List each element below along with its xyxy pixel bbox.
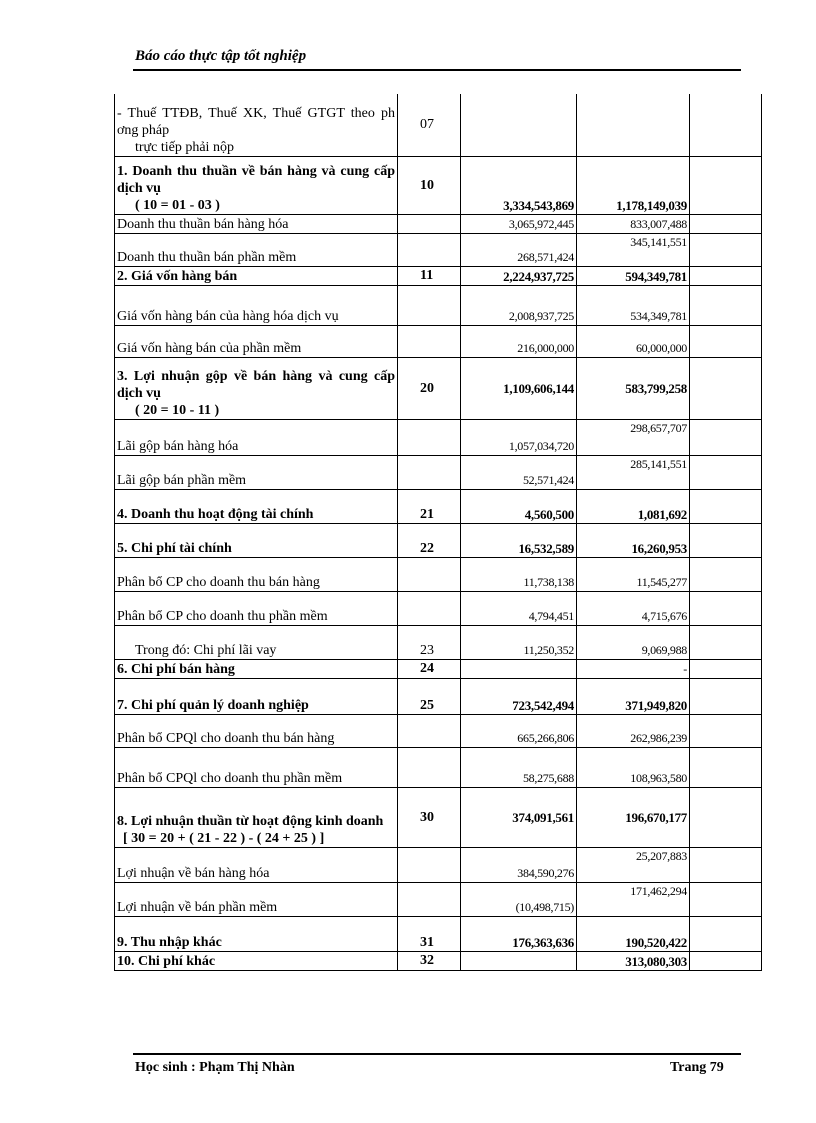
row-value-current: 374,091,561 xyxy=(461,787,577,847)
table-row xyxy=(115,455,762,489)
row-code: 32 xyxy=(398,951,461,970)
row-description: 7. Chi phí quản lý doanh nghiệp xyxy=(115,678,398,714)
row-description: Phân bổ CPQl cho doanh thu phần mềm xyxy=(115,747,398,787)
row-value-previous: 1,081,692 xyxy=(577,489,690,523)
row-empty-cell xyxy=(690,325,762,357)
row-empty-cell xyxy=(690,951,762,970)
row-value-current: 16,532,589 xyxy=(461,523,577,557)
row-value-previous: 594,349,781 xyxy=(577,266,690,285)
row-description-text: 8. Lợi nhuận thuần từ hoạt động kinh doanh xyxy=(117,813,384,829)
table-row xyxy=(115,325,762,357)
row-value-current xyxy=(461,951,577,970)
row-value-previous: - xyxy=(577,659,690,678)
row-empty-cell xyxy=(690,882,762,916)
row-value-previous: 9,069,988 xyxy=(577,625,690,659)
row-description: 6. Chi phí bán hàng xyxy=(115,659,398,678)
row-code xyxy=(398,591,461,625)
row-description: Lãi gộp bán phần mềm xyxy=(115,455,398,489)
row-description: Lợi nhuận về bán hàng hóa xyxy=(115,847,398,882)
row-description xyxy=(115,357,398,419)
row-description: Giá vốn hàng bán của hàng hóa dịch vụ xyxy=(115,285,398,325)
row-description-text: - Thuế TTĐB, Thuế XK, Thuế GTGT theo ph ơng pháp xyxy=(117,105,395,138)
report-header-title: Báo cáo thực tập tốt nghiệp xyxy=(135,48,307,64)
row-description: 9. Thu nhập khác xyxy=(115,916,398,951)
table-row xyxy=(115,951,762,970)
row-value-current: 3,334,543,869 xyxy=(461,156,577,214)
row-value-current: 2,008,937,725 xyxy=(461,285,577,325)
table-row xyxy=(115,787,762,847)
table-row xyxy=(115,489,762,523)
row-description: Phân bổ CP cho doanh thu bán hàng xyxy=(115,557,398,591)
footer-student-name: Học sinh : Phạm Thị Nhàn xyxy=(135,1060,295,1075)
row-value-current: 11,250,352 xyxy=(461,625,577,659)
row-value-previous xyxy=(577,94,690,156)
row-value-previous: 371,949,820 xyxy=(577,678,690,714)
row-description: 2. Giá vốn hàng bán xyxy=(115,266,398,285)
income-statement-table xyxy=(114,94,762,971)
row-value-previous: 262,986,239 xyxy=(577,714,690,747)
row-value-previous: 534,349,781 xyxy=(577,285,690,325)
table-row xyxy=(115,266,762,285)
row-empty-cell xyxy=(690,156,762,214)
row-code: 31 xyxy=(398,916,461,951)
row-description xyxy=(115,625,398,659)
row-empty-cell xyxy=(690,266,762,285)
row-value-previous: 313,080,303 xyxy=(577,951,690,970)
row-value-previous: 171,462,294 xyxy=(577,882,690,916)
table-row xyxy=(115,714,762,747)
row-description-subtext: [ 30 = 20 + ( 21 - 22 ) - ( 24 + 25 ) ] xyxy=(123,830,325,846)
row-code xyxy=(398,747,461,787)
row-description-text: Trong đó: Chi phí lãi vay xyxy=(135,642,277,658)
row-value-current: 52,571,424 xyxy=(461,455,577,489)
row-code xyxy=(398,455,461,489)
row-value-current: (10,498,715) xyxy=(461,882,577,916)
table-row xyxy=(115,357,762,419)
footer-divider xyxy=(133,1053,741,1055)
row-value-previous: 16,260,953 xyxy=(577,523,690,557)
table-row xyxy=(115,659,762,678)
row-empty-cell xyxy=(690,747,762,787)
row-code: 20 xyxy=(398,357,461,419)
row-value-current: 268,571,424 xyxy=(461,233,577,266)
row-empty-cell xyxy=(690,557,762,591)
row-value-previous: 4,715,676 xyxy=(577,591,690,625)
row-description: Giá vốn hàng bán của phần mềm xyxy=(115,325,398,357)
row-empty-cell xyxy=(690,214,762,233)
row-value-current xyxy=(461,659,577,678)
table-row xyxy=(115,847,762,882)
table-row xyxy=(115,916,762,951)
row-description: Lãi gộp bán hàng hóa xyxy=(115,419,398,455)
row-value-current: 3,065,972,445 xyxy=(461,214,577,233)
table-row xyxy=(115,557,762,591)
row-description xyxy=(115,787,398,847)
row-code xyxy=(398,557,461,591)
row-empty-cell xyxy=(690,916,762,951)
row-empty-cell xyxy=(690,94,762,156)
row-description: Phân bổ CP cho doanh thu phần mềm xyxy=(115,591,398,625)
row-value-current: 11,738,138 xyxy=(461,557,577,591)
header-divider xyxy=(133,69,741,71)
row-description: Doanh thu thuần bán hàng hóa xyxy=(115,214,398,233)
row-description xyxy=(115,156,398,214)
table-row xyxy=(115,523,762,557)
table-row xyxy=(115,625,762,659)
row-value-current: 4,560,500 xyxy=(461,489,577,523)
row-description-subtext: trực tiếp phải nộp xyxy=(135,139,234,155)
row-code xyxy=(398,882,461,916)
table-row xyxy=(115,747,762,787)
row-description: Doanh thu thuần bán phần mềm xyxy=(115,233,398,266)
row-code: 07 xyxy=(398,94,461,156)
table-row xyxy=(115,419,762,455)
row-description-subtext: ( 20 = 10 - 11 ) xyxy=(135,402,220,418)
row-empty-cell xyxy=(690,787,762,847)
row-description: 10. Chi phí khác xyxy=(115,951,398,970)
row-value-previous: 833,007,488 xyxy=(577,214,690,233)
row-value-current: 58,275,688 xyxy=(461,747,577,787)
row-value-current: 4,794,451 xyxy=(461,591,577,625)
row-code: 24 xyxy=(398,659,461,678)
row-code: 10 xyxy=(398,156,461,214)
row-description: Lợi nhuận về bán phần mềm xyxy=(115,882,398,916)
row-empty-cell xyxy=(690,847,762,882)
row-value-previous: 25,207,883 xyxy=(577,847,690,882)
table-row xyxy=(115,882,762,916)
row-description: 5. Chi phí tài chính xyxy=(115,523,398,557)
row-value-current: 384,590,276 xyxy=(461,847,577,882)
row-value-current: 2,224,937,725 xyxy=(461,266,577,285)
table-row xyxy=(115,591,762,625)
row-empty-cell xyxy=(690,591,762,625)
row-code: 30 xyxy=(398,787,461,847)
row-description-text: 1. Doanh thu thuần về bán hàng và cung cấp dịch vụ xyxy=(117,163,395,196)
row-value-current: 1,057,034,720 xyxy=(461,419,577,455)
row-value-previous: 345,141,551 xyxy=(577,233,690,266)
row-value-current: 216,000,000 xyxy=(461,325,577,357)
row-value-previous: 190,520,422 xyxy=(577,916,690,951)
row-code xyxy=(398,285,461,325)
table-row xyxy=(115,285,762,325)
row-value-previous: 285,141,551 xyxy=(577,455,690,489)
row-empty-cell xyxy=(690,419,762,455)
row-empty-cell xyxy=(690,523,762,557)
row-value-current: 176,363,636 xyxy=(461,916,577,951)
row-empty-cell xyxy=(690,714,762,747)
row-value-current xyxy=(461,94,577,156)
table-row xyxy=(115,233,762,266)
footer-page-number: Trang 79 xyxy=(670,1060,724,1075)
row-value-previous: 583,799,258 xyxy=(577,357,690,419)
row-code: 25 xyxy=(398,678,461,714)
row-description: Phân bổ CPQl cho doanh thu bán hàng xyxy=(115,714,398,747)
row-code xyxy=(398,325,461,357)
row-value-current: 723,542,494 xyxy=(461,678,577,714)
row-code: 21 xyxy=(398,489,461,523)
row-description-subtext: ( 10 = 01 - 03 ) xyxy=(135,197,220,213)
table-row xyxy=(115,94,762,156)
row-value-previous: 60,000,000 xyxy=(577,325,690,357)
row-description xyxy=(115,94,398,156)
row-code xyxy=(398,847,461,882)
row-empty-cell xyxy=(690,357,762,419)
row-code xyxy=(398,214,461,233)
row-empty-cell xyxy=(690,489,762,523)
row-empty-cell xyxy=(690,625,762,659)
row-empty-cell xyxy=(690,233,762,266)
table-row xyxy=(115,678,762,714)
row-code xyxy=(398,419,461,455)
row-description: 4. Doanh thu hoạt động tài chính xyxy=(115,489,398,523)
row-code: 23 xyxy=(398,625,461,659)
row-empty-cell xyxy=(690,659,762,678)
row-code xyxy=(398,233,461,266)
row-code xyxy=(398,714,461,747)
row-value-previous: 1,178,149,039 xyxy=(577,156,690,214)
row-empty-cell xyxy=(690,455,762,489)
table-row xyxy=(115,214,762,233)
row-value-previous: 108,963,580 xyxy=(577,747,690,787)
row-value-previous: 196,670,177 xyxy=(577,787,690,847)
row-value-current: 665,266,806 xyxy=(461,714,577,747)
row-code: 11 xyxy=(398,266,461,285)
row-value-previous: 11,545,277 xyxy=(577,557,690,591)
row-value-previous: 298,657,707 xyxy=(577,419,690,455)
row-empty-cell xyxy=(690,285,762,325)
row-code: 22 xyxy=(398,523,461,557)
row-value-current: 1,109,606,144 xyxy=(461,357,577,419)
row-empty-cell xyxy=(690,678,762,714)
row-description-text: 3. Lợi nhuận gộp về bán hàng và cung cấp dịch vụ xyxy=(117,368,395,401)
table-row xyxy=(115,156,762,214)
